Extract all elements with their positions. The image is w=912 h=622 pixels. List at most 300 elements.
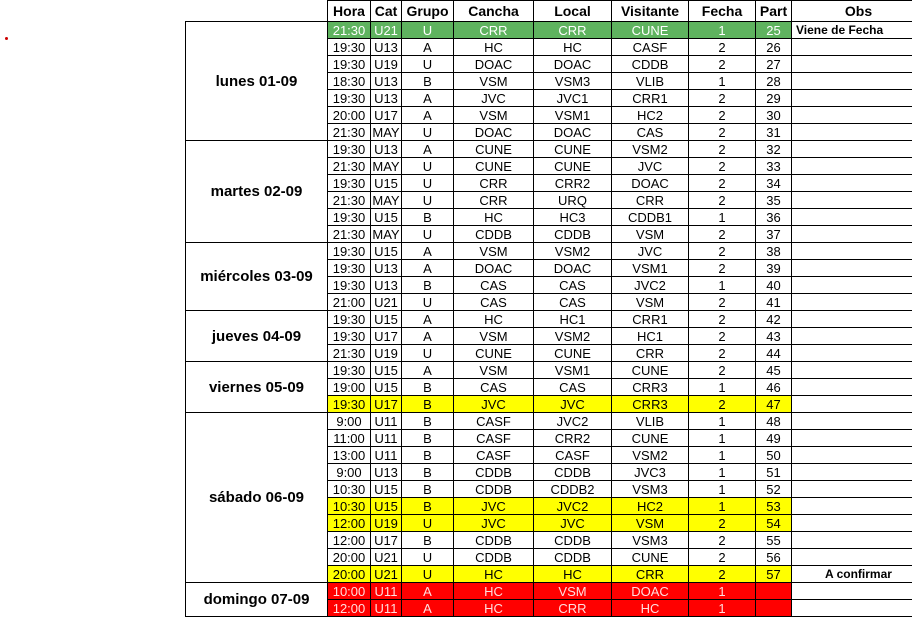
cell-part: 47: [756, 396, 792, 413]
cell-obs: [792, 447, 912, 464]
cell-cancha: VSM: [454, 328, 534, 345]
cell-visitante: CUNE: [612, 362, 689, 379]
cell-grupo: A: [402, 311, 454, 328]
cell-obs: [792, 430, 912, 447]
header-obs: Obs: [792, 1, 912, 22]
cell-hora: 19:30: [328, 396, 371, 413]
day-label: martes 02-09: [186, 141, 328, 243]
cell-cancha: HC: [454, 39, 534, 56]
cell-local: CRR2: [534, 175, 612, 192]
table-row: [186, 22, 912, 39]
cell-local: CAS: [534, 277, 612, 294]
cell-obs: [792, 532, 912, 549]
cell-hora: 20:00: [328, 549, 371, 566]
header-row: [186, 1, 912, 22]
cell-cancha: DOAC: [454, 260, 534, 277]
table-row: [186, 243, 912, 260]
cell-part: 39: [756, 260, 792, 277]
cell-local: CUNE: [534, 345, 612, 362]
cell-obs: Viene de Fecha: [792, 22, 912, 39]
table-row: [186, 141, 912, 158]
cell-part: 57: [756, 566, 792, 583]
cell-local: VSM3: [534, 73, 612, 90]
cell-obs: [792, 124, 912, 141]
cell-fecha: 1: [689, 447, 756, 464]
cell-cat: U15: [371, 498, 402, 515]
cell-cancha: JVC: [454, 498, 534, 515]
cell-part: [756, 583, 792, 600]
cell-fecha: 2: [689, 515, 756, 532]
cell-cancha: JVC: [454, 515, 534, 532]
cell-cat: MAY: [372, 158, 400, 174]
cell-part: 26: [756, 39, 792, 56]
cell-local: CDDB: [534, 532, 612, 549]
cell-obs: [792, 141, 912, 158]
cell-visitante: CRR: [612, 192, 689, 209]
cell-obs: [792, 583, 912, 600]
cell-cat: U17: [371, 532, 402, 549]
cell-local: VSM2: [534, 243, 612, 260]
cell-grupo: B: [402, 532, 454, 549]
cell-cancha: CASF: [454, 413, 534, 430]
cell-cancha: CAS: [454, 379, 534, 396]
cell-cancha: HC: [454, 583, 534, 600]
cell-hora: 19:30: [328, 209, 371, 226]
cell-fecha: 2: [689, 260, 756, 277]
cell-grupo: B: [402, 73, 454, 90]
cell-grupo: U: [402, 124, 454, 141]
cell-cancha: JVC: [454, 90, 534, 107]
cell-fecha: 1: [689, 209, 756, 226]
cell-obs: [792, 311, 912, 328]
cell-obs: [792, 277, 912, 294]
cell-cancha: CUNE: [454, 141, 534, 158]
cell-part: 41: [756, 294, 792, 311]
cell-obs: [792, 107, 912, 124]
cell-grupo: B: [402, 481, 454, 498]
cell-local: CRR2: [534, 430, 612, 447]
cell-fecha: 1: [689, 498, 756, 515]
cell-obs: [792, 226, 912, 243]
cell-fecha: 1: [689, 600, 756, 617]
cell-fecha: 1: [689, 413, 756, 430]
cell-obs: [792, 362, 912, 379]
cell-cat: U19: [371, 56, 402, 73]
cell-cat: U15: [371, 311, 402, 328]
cell-visitante: CRR1: [612, 311, 689, 328]
cell-obs: [792, 192, 912, 209]
cell-cat: U13: [371, 277, 402, 294]
cell-local: DOAC: [534, 124, 612, 141]
cell-part: 54: [756, 515, 792, 532]
cell-obs: [792, 328, 912, 345]
cell-part: 38: [756, 243, 792, 260]
cell-hora: 19:30: [328, 277, 371, 294]
cell-local: CRR: [534, 22, 612, 39]
cell-visitante: CRR3: [612, 396, 689, 413]
cell-hora: 19:30: [328, 39, 371, 56]
cell-hora: 19:30: [328, 362, 371, 379]
header-cancha: Cancha: [454, 1, 534, 22]
cell-local: HC: [534, 566, 612, 583]
cell-obs: [792, 39, 912, 56]
cell-cat: U13: [371, 464, 402, 481]
cell-hora: 19:30: [328, 260, 371, 277]
cell-visitante: CRR1: [612, 90, 689, 107]
cell-hora: 21:30: [328, 226, 371, 243]
cell-fecha: 2: [689, 107, 756, 124]
header-grupo: Grupo: [402, 1, 454, 22]
cell-local: CUNE: [534, 158, 612, 175]
cell-cat: U19: [371, 515, 402, 532]
cell-fecha: 2: [689, 345, 756, 362]
cell-part: 27: [756, 56, 792, 73]
cell-local: DOAC: [534, 260, 612, 277]
cell-obs: [792, 175, 912, 192]
cell-grupo: B: [402, 277, 454, 294]
cell-cancha: CDDB: [454, 481, 534, 498]
cell-hora: 19:30: [328, 243, 371, 260]
cell-part: 30: [756, 107, 792, 124]
cell-cat: U15: [371, 362, 402, 379]
cell-fecha: 2: [689, 243, 756, 260]
cell-grupo: B: [402, 396, 454, 413]
cell-cat: U13: [371, 39, 402, 56]
cell-fecha: 2: [689, 90, 756, 107]
cell-visitante: VSM2: [612, 447, 689, 464]
cell-obs: A confirmar: [792, 566, 912, 583]
cell-obs: [792, 243, 912, 260]
cell-cat: U11: [371, 413, 402, 430]
cell-cat: U21: [371, 566, 402, 583]
cell-visitante: DOAC: [612, 175, 689, 192]
cell-cat: U13: [371, 90, 402, 107]
match-schedule-table: [185, 0, 912, 617]
cell-local: VSM: [534, 583, 612, 600]
cell-grupo: U: [402, 22, 454, 39]
cell-obs: [792, 379, 912, 396]
cell-grupo: A: [402, 39, 454, 56]
cell-local: CDDB: [534, 464, 612, 481]
cell-fecha: 2: [689, 362, 756, 379]
cell-local: CUNE: [534, 141, 612, 158]
cell-cancha: HC: [454, 209, 534, 226]
cell-local: VSM1: [534, 362, 612, 379]
cell-visitante: CUNE: [612, 549, 689, 566]
cell-grupo: U: [402, 192, 454, 209]
cell-part: 33: [756, 158, 792, 175]
cell-visitante: JVC: [612, 158, 689, 175]
header-hora: Hora: [328, 1, 371, 22]
cell-grupo: U: [402, 56, 454, 73]
cell-local: CDDB: [534, 226, 612, 243]
cell-part: 35: [756, 192, 792, 209]
cell-obs: [792, 515, 912, 532]
cell-cancha: VSM: [454, 107, 534, 124]
cell-cancha: HC: [454, 311, 534, 328]
cell-cat: U17: [371, 107, 402, 124]
cell-hora: 21:30: [328, 158, 371, 175]
cell-visitante: VSM: [612, 226, 689, 243]
cell-grupo: U: [402, 175, 454, 192]
cell-obs: [792, 158, 912, 175]
cell-hora: 21:30: [328, 345, 371, 362]
cell-local: JVC2: [534, 498, 612, 515]
header-part: Part: [756, 1, 792, 22]
cell-hora: 19:30: [328, 56, 371, 73]
day-label: jueves 04-09: [186, 311, 328, 362]
cell-fecha: 1: [689, 277, 756, 294]
cell-hora: 9:00: [328, 464, 371, 481]
cell-hora: 10:00: [328, 583, 371, 600]
cell-cancha: CDDB: [454, 226, 534, 243]
cell-obs: [792, 413, 912, 430]
cell-part: 45: [756, 362, 792, 379]
cell-fecha: 2: [689, 396, 756, 413]
cell-visitante: JVC3: [612, 464, 689, 481]
cell-cat: U21: [371, 22, 402, 39]
cell-obs: [792, 464, 912, 481]
cell-hora: 21:30: [328, 192, 371, 209]
cell-visitante: CDDB1: [612, 209, 689, 226]
cell-cancha: VSM: [454, 362, 534, 379]
cell-grupo: B: [402, 447, 454, 464]
cell-local: VSM1: [534, 107, 612, 124]
cell-grupo: U: [402, 549, 454, 566]
cell-fecha: 1: [689, 22, 756, 39]
cell-obs: [792, 260, 912, 277]
cell-fecha: 1: [689, 430, 756, 447]
cell-grupo: U: [402, 158, 454, 175]
cell-visitante: VSM2: [612, 141, 689, 158]
cell-part: 36: [756, 209, 792, 226]
cell-cat: U15: [371, 379, 402, 396]
cell-visitante: CUNE: [612, 430, 689, 447]
cell-visitante: VSM3: [612, 532, 689, 549]
day-label: miércoles 03-09: [186, 243, 328, 311]
cell-cancha: HC: [454, 566, 534, 583]
cell-part: 37: [756, 226, 792, 243]
cell-cat: U11: [371, 447, 402, 464]
cell-part: 49: [756, 430, 792, 447]
cell-fecha: 1: [689, 583, 756, 600]
cell-grupo: A: [402, 107, 454, 124]
cell-hora: 21:30: [328, 124, 371, 141]
cell-cancha: CUNE: [454, 158, 534, 175]
cell-cat: U15: [371, 243, 402, 260]
cell-visitante: CAS: [612, 124, 689, 141]
cell-grupo: B: [402, 379, 454, 396]
cell-cat: U11: [371, 430, 402, 447]
cell-hora: 9:00: [328, 413, 371, 430]
cell-fecha: 2: [689, 328, 756, 345]
cell-hora: 19:30: [328, 311, 371, 328]
cell-hora: 12:00: [328, 532, 371, 549]
cell-grupo: U: [402, 226, 454, 243]
cell-obs: [792, 90, 912, 107]
cell-local: CRR: [534, 600, 612, 617]
cell-grupo: A: [402, 600, 454, 617]
header-blank: [186, 1, 328, 22]
cell-visitante: CRR3: [612, 379, 689, 396]
cell-cat: U21: [371, 294, 402, 311]
cell-fecha: 2: [689, 311, 756, 328]
cell-obs: [792, 481, 912, 498]
cell-local: URQ: [534, 192, 612, 209]
cell-grupo: A: [402, 260, 454, 277]
cell-cat: U13: [371, 260, 402, 277]
cell-hora: 10:30: [328, 498, 371, 515]
cell-cat: U15: [371, 481, 402, 498]
cell-grupo: A: [402, 362, 454, 379]
cell-visitante: VSM3: [612, 481, 689, 498]
cell-cancha: DOAC: [454, 56, 534, 73]
cell-visitante: DOAC: [612, 583, 689, 600]
cell-visitante: JVC2: [612, 277, 689, 294]
cell-grupo: A: [402, 90, 454, 107]
cell-fecha: 1: [689, 73, 756, 90]
cell-part: 29: [756, 90, 792, 107]
header-cat: Cat: [371, 1, 402, 22]
cell-hora: 19:30: [328, 90, 371, 107]
header-visitante: Visitante: [612, 1, 689, 22]
cell-fecha: 2: [689, 158, 756, 175]
cell-local: JVC1: [534, 90, 612, 107]
cell-cat: U19: [371, 345, 402, 362]
cell-cat: U13: [371, 141, 402, 158]
cell-fecha: 2: [689, 294, 756, 311]
cell-cat: U15: [371, 175, 402, 192]
cell-cancha: CDDB: [454, 532, 534, 549]
cell-part: [756, 600, 792, 617]
cell-part: 51: [756, 464, 792, 481]
cell-grupo: U: [402, 345, 454, 362]
cell-part: 55: [756, 532, 792, 549]
cell-hora: 21:00: [328, 294, 371, 311]
cell-local: JVC: [534, 396, 612, 413]
cell-cancha: CRR: [454, 22, 534, 39]
cell-visitante: VLIB: [612, 413, 689, 430]
cell-grupo: B: [402, 430, 454, 447]
cell-cancha: CRR: [454, 192, 534, 209]
cell-grupo: U: [402, 566, 454, 583]
cell-hora: 18:30: [328, 73, 371, 90]
cell-visitante: CASF: [612, 39, 689, 56]
cell-hora: 10:30: [328, 481, 371, 498]
cell-fecha: 2: [689, 192, 756, 209]
cell-visitante: CUNE: [612, 22, 689, 39]
cell-part: 44: [756, 345, 792, 362]
cell-part: 43: [756, 328, 792, 345]
cell-hora: 21:30: [328, 22, 371, 39]
cell-visitante: VSM: [612, 515, 689, 532]
cell-hora: 11:00: [328, 430, 371, 447]
cell-obs: [792, 56, 912, 73]
cell-visitante: VSM: [612, 294, 689, 311]
cell-grupo: A: [402, 141, 454, 158]
cell-local: CDDB2: [534, 481, 612, 498]
cell-part: 25: [756, 22, 792, 39]
cell-cancha: CUNE: [454, 345, 534, 362]
day-label: domingo 07-09: [186, 583, 328, 617]
cell-cat: U17: [371, 328, 402, 345]
cell-grupo: U: [402, 294, 454, 311]
cell-obs: [792, 294, 912, 311]
cell-visitante: CDDB: [612, 56, 689, 73]
table-row: [186, 413, 912, 430]
cell-cat: U13: [371, 73, 402, 90]
cell-local: HC: [534, 39, 612, 56]
cell-visitante: JVC: [612, 243, 689, 260]
cell-part: 31: [756, 124, 792, 141]
cell-fecha: 2: [689, 124, 756, 141]
cell-cat: U17: [371, 396, 402, 413]
cell-local: HC3: [534, 209, 612, 226]
cell-visitante: HC2: [612, 107, 689, 124]
cell-hora: 19:00: [328, 379, 371, 396]
cell-fecha: 2: [689, 532, 756, 549]
header-fecha: Fecha: [689, 1, 756, 22]
cell-cancha: CASF: [454, 447, 534, 464]
cell-cat: U11: [371, 583, 402, 600]
cell-local: JVC2: [534, 413, 612, 430]
cell-fecha: 2: [689, 39, 756, 56]
cell-part: 34: [756, 175, 792, 192]
day-label: lunes 01-09: [186, 22, 328, 141]
cell-cat: MAY: [372, 124, 400, 140]
cell-visitante: CRR: [612, 345, 689, 362]
cell-hora: 12:00: [328, 515, 371, 532]
cell-hora: 19:30: [328, 175, 371, 192]
cell-hora: 13:00: [328, 447, 371, 464]
cell-cat: U15: [371, 209, 402, 226]
cell-cancha: CRR: [454, 175, 534, 192]
cell-fecha: 2: [689, 56, 756, 73]
cell-local: CDDB: [534, 549, 612, 566]
cell-obs: [792, 209, 912, 226]
cell-grupo: A: [402, 243, 454, 260]
cell-grupo: A: [402, 583, 454, 600]
cell-grupo: B: [402, 464, 454, 481]
cell-fecha: 2: [689, 175, 756, 192]
table-row: [186, 583, 912, 600]
cell-hora: 12:00: [328, 600, 371, 617]
cell-local: DOAC: [534, 56, 612, 73]
cell-visitante: HC2: [612, 498, 689, 515]
cell-cancha: CDDB: [454, 464, 534, 481]
cell-cancha: CAS: [454, 277, 534, 294]
cell-fecha: 2: [689, 549, 756, 566]
cell-part: 53: [756, 498, 792, 515]
cell-cancha: VSM: [454, 243, 534, 260]
cell-local: HC1: [534, 311, 612, 328]
cell-fecha: 1: [689, 481, 756, 498]
cell-grupo: B: [402, 498, 454, 515]
cell-obs: [792, 73, 912, 90]
cell-part: 56: [756, 549, 792, 566]
header-local: Local: [534, 1, 612, 22]
cell-part: 52: [756, 481, 792, 498]
cell-obs: [792, 549, 912, 566]
cell-part: 40: [756, 277, 792, 294]
cell-visitante: HC1: [612, 328, 689, 345]
table-row: [186, 311, 912, 328]
cell-grupo: B: [402, 209, 454, 226]
cell-local: CAS: [534, 294, 612, 311]
day-label: sábado 06-09: [186, 413, 328, 583]
cell-cancha: CDDB: [454, 549, 534, 566]
cell-cancha: HC: [454, 600, 534, 617]
